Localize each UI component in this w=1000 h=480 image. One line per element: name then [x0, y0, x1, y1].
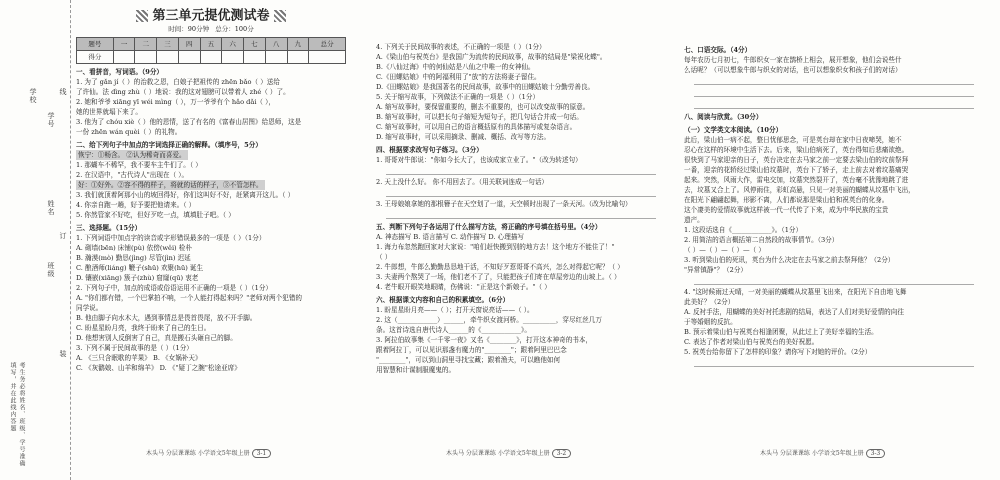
question-text — [684, 175, 974, 185]
question-text — [76, 303, 346, 313]
section-heading — [76, 67, 346, 77]
exam-title — [76, 10, 346, 22]
answer-line[interactable] — [694, 275, 974, 285]
text-line: D. 镶嵌(xiāng) 簇子(zhù) 窟窿(qū) 衷老 — [76, 274, 199, 282]
question-text — [684, 225, 974, 235]
question-text — [76, 323, 346, 333]
question-text — [376, 92, 656, 102]
text-line: B. 缩写故事时，可以把长句子缩短为短句子，把几句话合并成一句话。 — [376, 113, 583, 121]
question-text — [376, 262, 656, 272]
question-text — [376, 155, 656, 165]
question-text — [76, 233, 346, 243]
text-line: B.《八仙过海》中的何仙姑是八仙之中唯一的女神仙。 — [376, 63, 535, 71]
text-line: A. 缩写故事时，要保留重要的，删去不重要的，也可以改变故事的原意。 — [376, 103, 590, 111]
question-text — [76, 363, 346, 373]
question-text — [76, 190, 346, 200]
text-line: 3. 我们就顶着阿那小山的坡回得好，你们这叫好不好，赶紧离开这儿。（ ） — [76, 191, 295, 199]
score-header-cell: 总分 — [309, 38, 346, 51]
section-heading — [376, 295, 656, 305]
score-table — [76, 37, 346, 64]
text-line: （ ） — [376, 253, 392, 261]
question-text — [76, 343, 346, 353]
question-text — [684, 255, 974, 265]
page-number: 3-2 — [552, 449, 572, 458]
text-line: C. 缩写故事时，可以用自己的语言概括原有的具体描写或复杂语言。 — [376, 123, 577, 131]
text-line: 起来。突然，风雨大作，雷电交加，坟墓突然裂开了，英台毫不犹豫地跳了进 — [684, 176, 909, 184]
question-text — [76, 180, 346, 190]
question-text — [76, 127, 346, 137]
score-cell[interactable] — [178, 51, 200, 64]
text-line: 了许仙。法 dìng zhù（ ）地说：我的这对翅膀可以带着人 zhé（ ）了。 — [76, 88, 290, 96]
column-page-3 — [684, 42, 974, 369]
text-line: 么话呢？（可以想象牛郎与织女的对话，也可以想象织女和孩子们的对话） — [684, 66, 902, 74]
text-line: 五、判断下列句子各运用了什么描写方法，将正确的序号填在括号里。（4分） — [376, 223, 602, 231]
text-line: 八、阅读与欣赏。（30分） — [684, 113, 763, 121]
question-text — [76, 160, 346, 170]
question-text — [684, 347, 974, 357]
question-text — [376, 199, 656, 209]
text-line: C.《田螺姑娘》中的阿福利用了"放"的方法将妻子留住。 — [376, 73, 541, 81]
question-text — [684, 145, 974, 155]
text-line: （ ）—（ ）—（ ）—（ ） — [684, 246, 765, 254]
text-line: 5. 你然管家不好吃，但好歹吃一点，填填肚子吧。（ ） — [76, 211, 235, 219]
page-number: 3-1 — [252, 449, 272, 458]
title-text: 第三单元提优测试卷 — [152, 8, 270, 24]
text-line: 一份 zhēn wán quèi（ ）的礼物。 — [76, 128, 182, 136]
score-header-cell: 五 — [200, 38, 222, 51]
score-header-cell: 三 — [157, 38, 179, 51]
question-text — [684, 265, 974, 275]
question-text — [684, 337, 974, 347]
section-heading — [376, 145, 656, 155]
binding-notice: 考生务必将姓名、班级、学号准确填写，并在此线内答题 — [9, 362, 25, 467]
text-line: 此美好？（2分） — [684, 298, 735, 306]
question-text — [76, 97, 346, 107]
text-line: 3. 阿拉伯故事集《一千零一夜》又名《________》，打开这本神奇的书本， — [376, 336, 593, 344]
text-line: D.《田螺姑娘》是我国著名的民间故事，故事中的田螺姑娘十分勤劳善良。 — [376, 83, 595, 91]
question-text — [376, 272, 656, 282]
text-line: 同学说。 — [76, 304, 103, 312]
score-header-cell: 八 — [265, 38, 287, 51]
question-text — [376, 122, 656, 132]
binding-name: 姓名 — [47, 200, 55, 216]
question-text — [376, 62, 656, 72]
score-header-cell: 九 — [287, 38, 309, 51]
question-text — [76, 253, 346, 263]
exam-time: 时间：90分钟 — [168, 25, 210, 33]
question-text — [76, 77, 346, 87]
question-text — [76, 210, 346, 220]
question-text — [76, 293, 346, 303]
binding-line-mark: 线 — [59, 88, 67, 96]
text-line: 二、给下列句子中加点的字词选择正确的解释。（填序号，5分） — [76, 141, 262, 149]
text-line: 用智慧和计谋制服魔鬼的。 — [376, 366, 456, 374]
text-line: 4. 老牛眼开眼笑地眼睛，伤佛说："正是这个新娘子。"（ ） — [376, 283, 551, 291]
section-heading — [684, 45, 974, 55]
text-line: 四、根据要求改写句子练习。（3分） — [376, 146, 483, 154]
question-text — [376, 365, 656, 375]
text-line: 1. 哥哥对牛郎说："你如今长大了，也该成家立业了。"（改为转述句） — [376, 156, 582, 164]
text-line: 4. "这时候雨过天晴，一对美丽的蝴蝶从坟墓里飞出来，在阳光下自由地飞舞 — [684, 288, 907, 296]
question-text — [376, 52, 656, 62]
answer-line[interactable] — [694, 357, 974, 367]
score-header-cell: 四 — [178, 38, 200, 51]
text-line: B. 预示着梁山伯与祝英台相逢团聚，从此过上了美好幸福的生活。 — [684, 328, 878, 336]
section-heading — [376, 222, 656, 232]
text-line: D. 他想害别人反倒害了自己，真是搬石头砸自己的脚。 — [76, 334, 237, 342]
text-line: B. 他由脚子向水木大，遇到事情总是畏首畏尾，放不开手脚。 — [76, 314, 257, 322]
text-line: 六、根据课文内容和自己的积累填空。（6分） — [376, 296, 510, 304]
binding-class: 班级 — [47, 262, 55, 278]
question-text — [684, 65, 974, 75]
text-line: 1. 下列词语中加点字的读音或字形错误最多的一项是（ ）（1分） — [76, 234, 266, 242]
column-2-content — [376, 42, 656, 375]
question-text — [376, 242, 656, 252]
binding-school: 学校 — [29, 88, 37, 104]
exam-subtitle — [76, 24, 346, 34]
text-line: 4. 你亲自跑一趟，好予要把他请来。（ ） — [76, 201, 196, 209]
text-line: 4. 下列关于民间故事的表述，不正确的一项是（ ）（1分） — [376, 43, 546, 51]
text-line: D. 缩写故事时，可以采用摘录、删减、概括、改写等方法。 — [376, 133, 551, 141]
question-text — [684, 287, 974, 297]
question-text — [376, 355, 656, 365]
question-text — [376, 345, 656, 355]
text-line: A. 神态描写 B. 语言描写 C. 动作描写 D. 心理描写 — [376, 233, 525, 241]
text-line: 3. 王母娘娘拿她的那根簪子在天空划了一道，天空顿时出现了一条天河。（改为比喻句） — [376, 200, 632, 208]
text-line: B. 瀚漠(mò) 勤恳(jìng) 尽管(jìn) 迟延 — [76, 254, 191, 262]
text-line: 她的世界就塌下来了。 — [76, 108, 142, 116]
section-heading — [684, 112, 974, 122]
text-line: 于等婚姻的反抗。 — [684, 318, 737, 326]
score-cell[interactable] — [113, 51, 135, 64]
answer-line[interactable] — [694, 99, 974, 109]
text-line: 这个凄美的爱情故事就这样被一代一代传了下来，成为中华民族的宝贵 — [684, 206, 889, 214]
text-line: 2. 在汉语中，"古代诗人"出现在（ ）。 — [76, 171, 189, 179]
text-line: 1. 盼星星盼月亮——（ ）；打开天窗说亮话——（ ）。 — [376, 306, 534, 314]
text-line: 此后，梁山伯一病不起，整日忧郁思念，可是英台却在家中日夜啼哭，她不 — [684, 136, 902, 144]
text-line: 三、选择题。（15分） — [76, 224, 142, 232]
binding-margin — [0, 0, 71, 480]
section-heading — [76, 140, 346, 150]
text-line: A. 《三只含眠歌的苹果》 B. 《女娲补天》 — [76, 354, 202, 362]
text-line: 2. 她和爷爷 xiāng yī wéi mìng（ ），万一爷爷有个 hǎo dǎi（ ）， — [76, 98, 276, 106]
text-line: 1. 这段话选自《____________》。（1分） — [684, 226, 803, 234]
text-line: A. "你们都有错，一个巴掌拍不响，一个人能打得起来吗？"老师对两个犯错的 — [76, 294, 303, 302]
text-line: 1. 海力布忽然跑回家对大家说："咱们赶快搬到别的地方去！这个地方不能住了！" — [376, 243, 615, 251]
score-cell[interactable] — [244, 51, 266, 64]
score-cell[interactable]: 得分 — [77, 51, 114, 64]
question-text — [684, 165, 974, 175]
text-line: （一）文学类文本阅读。（10分） — [684, 126, 783, 134]
footer-page-2 — [446, 448, 571, 457]
question-text — [376, 315, 656, 325]
question-text — [376, 252, 656, 262]
question-text — [684, 55, 974, 65]
question-text — [76, 150, 346, 160]
text-line: 2. 这（____________）______，牵牛织女渡河桥。__________，穿尽红丝几万 — [376, 316, 602, 324]
score-cell[interactable] — [287, 51, 309, 64]
question-text — [76, 200, 346, 210]
question-text — [684, 135, 974, 145]
question-text — [684, 327, 974, 337]
footer-page-1 — [146, 448, 271, 457]
text-line: 3. 他为了 chóu xiè（ ）他的恩情，送了有名的《富春山居图》给恩师，这是 — [76, 118, 302, 126]
score-cell[interactable] — [135, 51, 157, 64]
question-text — [76, 87, 346, 97]
answer-line[interactable] — [694, 75, 974, 85]
question-text — [76, 353, 346, 363]
question-text — [684, 235, 974, 245]
score-cell[interactable] — [309, 51, 346, 64]
question-text — [684, 317, 974, 327]
footer-publisher: 木头马 分层课课练 小学语文5年级上册 — [146, 450, 250, 457]
question-text — [684, 185, 974, 195]
question-text — [76, 273, 346, 283]
question-text — [376, 82, 656, 92]
question-text — [684, 195, 974, 205]
text-line: C. 酿酒师(liáng) 鞭子(shū) 欢聚(hū) 诞生 — [76, 264, 204, 272]
score-header-cell: 六 — [222, 38, 244, 51]
binding-order-mark: 订 — [59, 232, 67, 240]
question-text — [76, 313, 346, 323]
question-text — [376, 305, 656, 315]
text-line: 5. 祝英台给你留下了怎样的印象？请你写下对她的评价。（2分） — [684, 348, 872, 356]
question-text — [684, 307, 974, 317]
question-text — [76, 107, 346, 117]
text-line: 在阳光下翩翩起舞，形影不离，人们都说那是梁山伯和祝英台的化身。 — [684, 196, 889, 204]
question-text — [376, 102, 656, 112]
text-line: 一、看拼音，写词语。（9分） — [76, 68, 164, 76]
text-line: 5. 关于缩写故事，下列做法不正确的一项是（ ）（1分） — [376, 93, 540, 101]
text-line: 2. 下列句子中，加点的成语或俗语运用不正确的一项是（ ）（1分） — [76, 284, 273, 292]
text-line: 跟着阿拉丁，可以见识那盏有魔力的"________"；跟着阿里巴巴念 — [376, 346, 567, 354]
title-pattern-icon — [274, 10, 286, 22]
score-header-cell: 七 — [244, 38, 266, 51]
text-line: "________"，可以到山洞里寻找宝藏；跟着渔夫，可以瞧他如何 — [376, 356, 561, 364]
answer-line[interactable] — [386, 209, 656, 219]
question-text — [376, 42, 656, 52]
question-text — [684, 245, 974, 255]
question-text — [76, 263, 346, 273]
column-1-content — [76, 67, 346, 373]
text-line: 1. 为了 gǎn jí（ ）的治救之恩，白娘子把祖传的 zhēn bǎo（ ）送给 — [76, 78, 280, 86]
text-line: 条。这首诗选自唐代诗人______的《____________》。 — [376, 326, 531, 334]
score-header-cell: 二 — [135, 38, 157, 51]
text-line: 2. 天上没什么好。 你不用回去了。（用关联词连成一句话） — [376, 178, 549, 186]
score-header-cell: 一 — [113, 38, 135, 51]
question-text — [76, 333, 346, 343]
question-text — [684, 297, 974, 307]
text-line: A. 砌墙(bēn) 床铺(pù) 依傍(wěi) 检朴 — [76, 244, 192, 252]
text-line: 忍心在这样的环境中生活下去。后来，梁山伯病死了，英台得知后悲痛欲绝。 — [684, 146, 909, 154]
score-cell[interactable] — [265, 51, 287, 64]
text-line: 2. 牛郎想，牛郎么勤勤恳恳地干活，不知好歹惹哥哥不高兴，怎么对得起它呢？（ ） — [376, 263, 624, 271]
text-line: 很快到了马家迎亲的日子，英台决定在去马家之前一定要去梁山伯的坟前祭拜 — [684, 156, 909, 164]
section-heading — [684, 125, 974, 135]
section-heading — [76, 223, 346, 233]
text-line: 去，坟墓又合上了。风停雨住，彩虹高悬，只见一对美丽的蝴蝶从坟墓中飞出， — [684, 186, 915, 194]
column-page-2 — [376, 42, 656, 375]
question-text — [76, 243, 346, 253]
question-text — [376, 282, 656, 292]
exam-total: 总分：100分 — [215, 25, 254, 33]
question-text — [376, 232, 656, 242]
score-header-cell: 题号 — [77, 38, 114, 51]
footer-publisher: 木头马 分层课课练 小学语文5年级上册 — [760, 450, 864, 457]
text-line: 一番，迎亲的花轿经过梁山伯坟墓时，英台下了轿子，走上前去对着坟墓痛哭 — [684, 166, 909, 174]
question-text — [376, 132, 656, 142]
question-text — [376, 325, 656, 335]
answer-line[interactable] — [386, 187, 656, 197]
question-text — [684, 155, 974, 165]
footer-publisher: 木头马 分层课课练 小学语文5年级上册 — [446, 450, 550, 457]
question-text — [376, 112, 656, 122]
answer-line[interactable] — [694, 87, 974, 97]
text-line: 每年农历七月初七，牛郎织女一家在鹊桥上相会，展开想象，他们会说些什 — [684, 56, 902, 64]
binding-seal-mark: 装 — [59, 350, 67, 358]
text-line: 遗产。 — [684, 216, 704, 224]
text-line: "异常镇静"？（2分） — [684, 266, 748, 274]
question-text — [376, 72, 656, 82]
text-line: A.《梁山伯与祝英台》是我国广为流传的民间故事，故事的结局是"梁祝化蝶"。 — [376, 53, 607, 61]
question-text — [76, 170, 346, 180]
score-cell[interactable] — [222, 51, 244, 64]
question-text — [684, 215, 974, 225]
text-line: 3. 下列不属于民间故事的是（ ）（1分） — [76, 344, 193, 352]
title-pattern-icon — [136, 10, 148, 22]
question-text — [76, 283, 346, 293]
text-line: 七、口语交际。（4分） — [684, 46, 752, 54]
score-cell[interactable] — [157, 51, 179, 64]
text-line: 2. 用简洁的语言概括第二自然段的故事情节。（3分） — [684, 236, 839, 244]
text-line: C. 盼星星盼月亮，我终于盼来了自己的生日。 — [76, 324, 211, 332]
binding-number: 学号 — [47, 112, 55, 128]
question-text — [376, 177, 656, 187]
text-line: 3. 夫妻两个熬哭了一场，他们老不了了，只能把孩子们寄在草屋旁边的山坡上。（ ） — [376, 273, 621, 281]
column-page-1 — [76, 8, 346, 373]
text-line: 3. 听到梁山伯的死讯，英台为什么决定在去马家之前去祭拜他？（2分） — [684, 256, 895, 264]
definition-box: 恢宁：①畅含。 ②认为稀奇而喜爱。 — [78, 151, 186, 159]
score-cell[interactable] — [200, 51, 222, 64]
question-text — [376, 335, 656, 345]
text-line: 1. 那蝴车不稀罕，我不要车主牛们了。（ ） — [76, 161, 202, 169]
text-line: A. 反衬手法，用蝴蝶的美好衬托悲剧的结局，表达了人们对美好爱情的向往 — [684, 308, 904, 316]
footer-page-3 — [760, 448, 885, 457]
question-text — [684, 205, 974, 215]
column-3-content — [684, 45, 974, 367]
text-line: C. 《灰鹳娘、山羊和绵羊》 D. 《"疑丁之腕"松途亚席》 — [76, 364, 241, 372]
definition-box: 好：①好外。②容不得的样子，将就的话的样子，③不管怎样。 — [78, 181, 263, 189]
question-text — [76, 117, 346, 127]
page-number: 3-3 — [866, 449, 886, 458]
text-line: C. 表达了作者对梁山伯与祝英台的美好祝愿。 — [684, 338, 819, 346]
answer-line[interactable] — [386, 165, 656, 175]
